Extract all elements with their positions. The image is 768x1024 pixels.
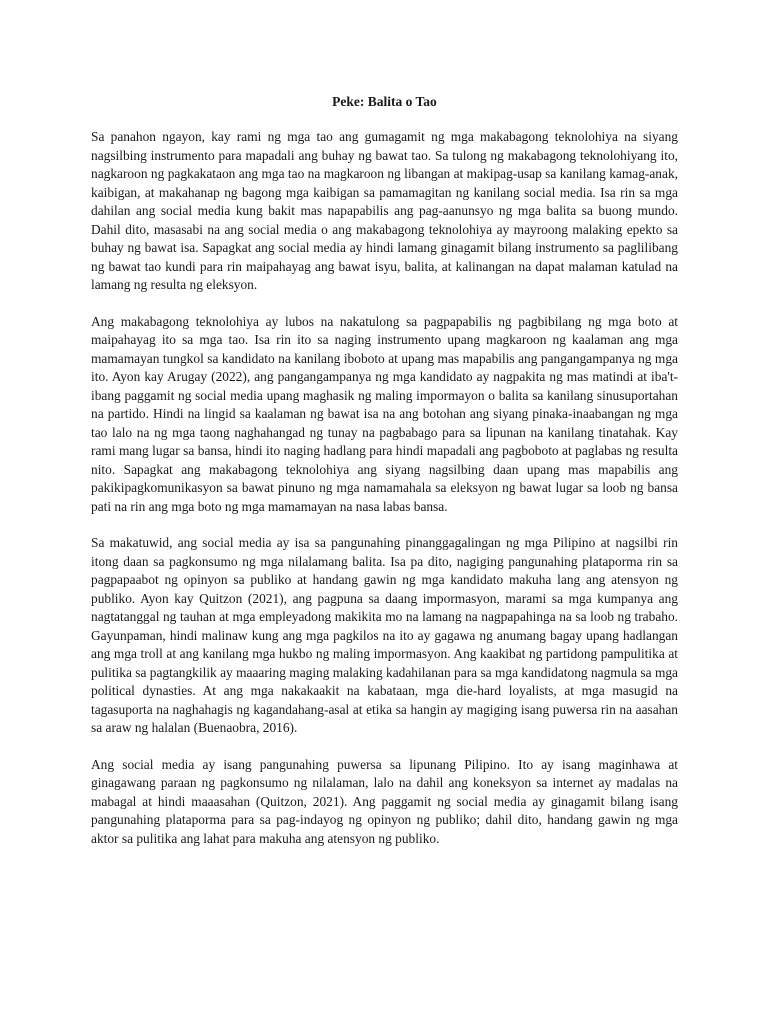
- paragraph-4: Ang social media ay isang pangunahing puwersa sa lipunang Pilipino. Ito ay isang maginhawa at ginagawang paraan ng pagkonsumo ng nilalaman, lalo na dahil ang koneksyon sa internet ay madalas na mabagal at hindi maaasahan (Quitzon, 2021). Ang paggamit ng social media ay ginagamit bilang isang pangunahing plataporma para sa pag-indayog ng opinyon ng publiko; dahil dito, handang gawin ng mga aktor sa pulitika ang lahat para makuha ang atensyon ng publiko.: [91, 756, 678, 846]
- paragraph-2: Ang makabagong teknolohiya ay lubos na nakatulong sa pagpapabilis ng pagbibilang ng mga boto at maipahayag ito sa mga tao. Isa rin ito sa naging instrumento upang magkaroon ng kaalaman ang mga mamamayan tungkol sa kandidato na kanilang iboboto at upang mas mapabilis ang pangangampanya ng mga ito. Ayon kay Arugay (2022), ang pangangampanya ng mga kandidato ay nagpakita ng mas matindi at iba't-ibang paggamit ng social media upang maghasik ng maling impormayon o balita sa kanilang sinusuportahan na partido. Hindi na lingid sa kaalaman ng bawat isa na ang botohan ang siyang pinaka-inaabangan ng mga tao lalo na ng mga taong naghahangad ng tunay na pagbabago para sa lipunan na kanilang tinatahak. Kay rami mang lugar sa bansa, hindi ito naging hadlang para hindi mapadali ang pagboboto at paglabas ng resulta nito. Sapagkat ang makabagong teknolohiya ang siyang nagsilbing daan upang mas mapabilis ang pakikipagkomunikasyon sa bawat pinuno ng mga namamahala sa eleksyon ng bawat lugar sa loob ng bansa pati na rin ang mga boto ng mga mamamayan na nasa labas bansa.: [91, 313, 678, 514]
- paragraph-1: Sa panahon ngayon, kay rami ng mga tao ang gumagamit ng mga makabagong teknolohiya na siyang nagsilbing instrumento para mapadali ang buhay ng bawat tao. Sa tulong ng makabagong teknolohiyang ito, nagkaroon ng pagkakataon ang mga tao na magkaroon ng libangan at makipag-usap sa kanilang kamag-anak, kaibigan, at makahanap ng bagong mga kaibigan sa pamamagitan ng kanilang social media. Isa rin sa mga dahilan ang social media kung bakit mas napapabilis ang pag-aanunsyo ng mga balita sa buong mundo. Dahil dito, masasabi na ang social media o ang makabagong teknolohiya ay mayroong malaking epekto sa buhay ng bawat isa. Sapagkat ang social media ay hindi lamang ginagamit bilang instrumento sa paglilibang ng bawat tao kundi para rin maipahayag ang bawat isyu, balita, at kalinangan na dapat malaman katulad na lamang ng resulta ng eleksyon.: [91, 129, 678, 292]
- paragraph-3: Sa makatuwid, ang social media ay isa sa pangunahing pinanggagalingan ng mga Pilipino at nagsilbi rin itong daan sa pagkonsumo ng mga nilalamang balita. Isa pa dito, nagiging pangunahing plataporma rin sa pagpapaabot ng opinyon sa publiko at handang gawin ng mga kandidato makuha lang ang atensyon ng publiko. Ayon kay Quitzon (2021), ang pagpuna sa daang impormasyon, marami sa mga kumpanya ang nagtatanggal ng tauhan at mga empleyadong makikita mo na lamang na nagpapahinga na sa loob ng trabaho. Gayunpaman, hindi malinaw kung ang mga pagkilos na ito ay gagawa ng anumang bagay upang hadlangan ang mga troll at ang kanilang mga hukbo ng maling impormasyon. Ang kaakibat ng partidong pampulitika at pulitika sa pagtangkilik ay maaaring maging malaking kadahilanan para sa mga kandidatong nagmula sa mga political dynasties. At ang mga nakakaakit na kabataan, mga die-hard loyalists, at mga masugid na tagasuporta na naghahagis ng kagandahang-asal at etika sa hangin ay magiging isang puwersa rin na aasahan sa araw ng halalan (Buenaobra, 2016).: [91, 535, 678, 735]
- document-title: Peke: Balita o Tao: [332, 94, 437, 109]
